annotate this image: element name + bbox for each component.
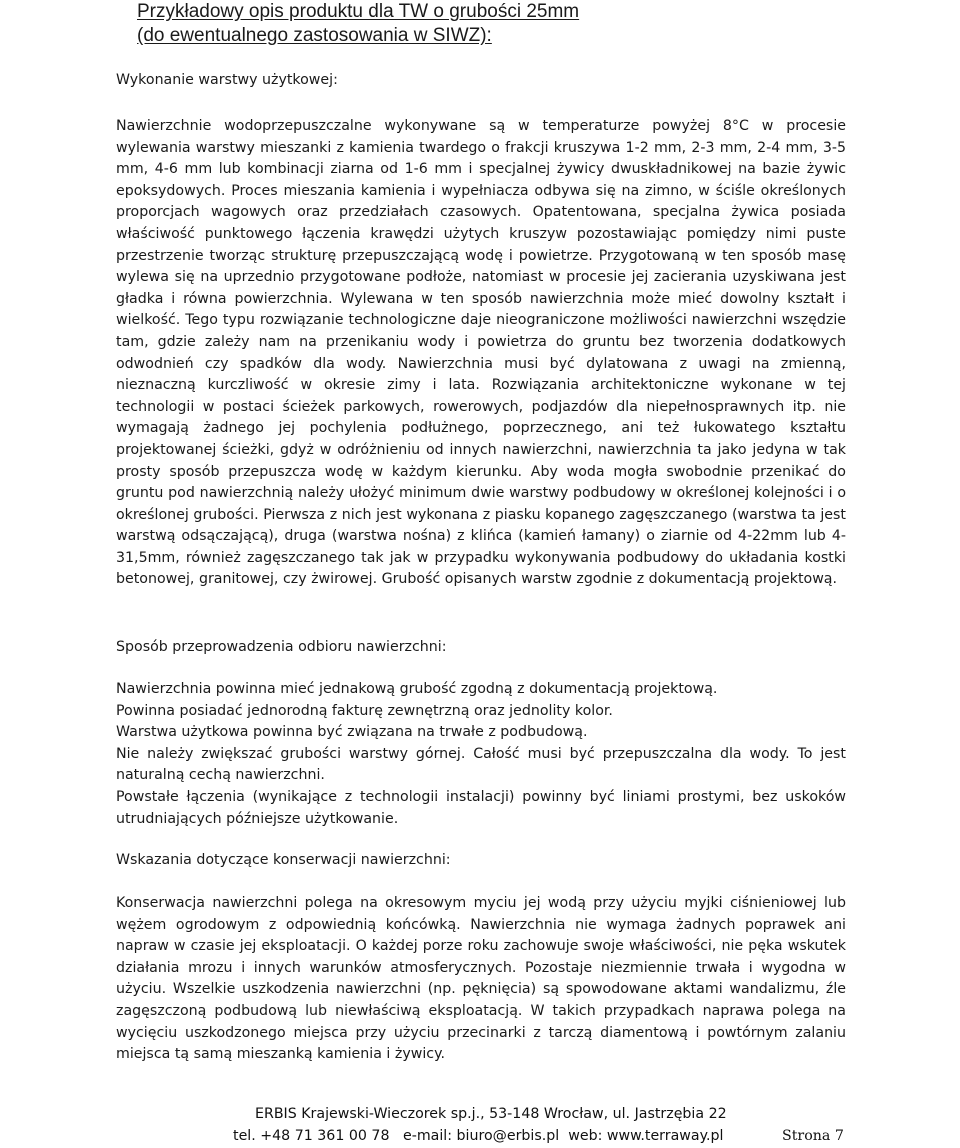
title-line-2: (do ewentualnego zastosowania w SIWZ):	[137, 25, 492, 46]
acceptance-item: Nawierzchnia powinna mieć jednakową grubość zgodną z dokumentacją projektową.	[116, 681, 718, 697]
acceptance-item: Nie należy zwiększać grubości warstwy górnej. Całość musi być przepuszczalna dla wody. To jest naturalną cechą nawierzchni.	[116, 745, 846, 784]
title-line-1: Przykładowy opis produktu dla TW o grubości 25mm	[137, 1, 580, 22]
acceptance-item: Powinna posiadać jednorodną fakturę zewnętrzną oraz jednolity kolor.	[116, 702, 613, 719]
acceptance-list	[116, 679, 846, 830]
maintenance-paragraph: Konserwacja nawierzchni polega na okresowym myciu jej wodą przy użyciu myjki ciśnieniowej lub wężem ogrodowym z odpowiednią końcówką. Nawierzchnia nie wymaga żadnych poprawek ani napraw w czasie jej eksploatacji. O każdej porze roku zachowuje swoje właściwości, nie pęka wskutek działania mrozu i innych warunków atmosferycznych. Pozostaje niezmiennie trwała i wygodna w użyciu. Wszelkie uszkodzenia nawierzchni (np. pęknięcia) są spowodowane aktami wandalizmu, źle zagęszczoną podbudową lub niewłaściwą eksploatacją. W takich przypadkach naprawa polega na wycięciu uszkodzonego miejsca przy użyciu przecinarki z tarczą diamentową i powtórnym zalaniu miejsca tą samą mieszanką kamienia i żywicy.	[116, 895, 846, 1063]
acceptance-item: Powstałe łączenia (wynikające z technologii instalacji) powinny być liniami prostymi, bez uskoków utrudniających późniejsze użytkowanie.	[116, 788, 846, 827]
page-number: Strona 7	[782, 1128, 844, 1144]
footer-contact-text: tel. +48 71 361 00 78 e-mail: biuro@erbis.pl web: www.terraway.pl	[233, 1128, 724, 1144]
section-heading-maintenance: Wskazania dotyczące konserwacji nawierzchni:	[116, 852, 451, 868]
footer-company: ERBIS Krajewski-Wieczorek sp.j., 53-148 Wrocław, ul. Jastrzębia 22	[255, 1106, 727, 1122]
document-title	[137, 0, 579, 48]
execution-paragraph: Nawierzchnie wodoprzepuszczalne wykonywane są w temperaturze powyżej 8°C w procesie wylewania warstwy mieszanki z kamienia twardego o frakcji kruszywa 1-2 mm, 2-3 mm, 2-4 mm, 3-5 mm, 4-6 mm lub kombinacji ziarna od 1-6 mm i specjalnej żywicy dwuskładnikowej na bazie żywic epoksydowych. Proces mieszania kamienia i wypełniacza odbywa się na zimno, w ściśle określonych proporcjach wagowych oraz przedziałach czasowych. Opatentowana, specjalna żywica posiada właściwość punktowego łączenia krawędzi użytych kruszyw pozostawiając pomiędzy nimi puste przestrzenie tworząc strukturę przepuszczającą wodę i powietrze. Przygotowaną w ten sposób masę wylewa się na uprzednio przygotowane podłoże, natomiast w procesie jej zacierania uzyskiwana jest gładka i równa powierzchnia. Wylewana w ten sposób nawierzchnia może mieć dowolny kształt i wielkość. Tego typu rozwiązanie technologiczne daje nieograniczone możliwości nawierzchni wszędzie tam, gdzie zależy nam na przenikaniu wody i powietrza do gruntu bez tworzenia dodatkowych odwodnień czy spadków dla wody. Nawierzchnia musi być dylatowana z uwagi na zmienną, nieznaczną kurczliwość w okresie zimy i lata. Rozwiązania architektoniczne wykonane w tej technologii w postaci ścieżek parkowych, rowerowych, podjazdów dla niepełnosprawnych itp. nie wymagają żadnego jej pochylenia podłużnego, poprzecznego, ani też łukowatego kształtu projektowanej ścieżki, gdyż w odróżnieniu od innych nawierzchni, nawierzchnia ta jako jedyna w tak prosty sposób przepuszcza wodę w każdym kierunku. Aby woda mogła swobodnie przenikać do gruntu pod nawierzchnią należy ułożyć minimum dwie warstwy podbudowy w określonej kolejności i o określonej grubości. Pierwsza z nich jest wykonana z piasku kopanego zagęszczanego (warstwa ta jest warstwą odsączającą), druga (warstwa nośna) z klińca (kamień łamany) o ziarnie od 4-22mm lub 4-31,5mm, również zagęszczanego tak jak w przypadku wykonywania podbudowy do układania kostki betonowej, granitowej, czy żwirowej. Grubość opisanych warstw zgodnie z dokumentacją projektową.	[116, 118, 846, 588]
section-heading-acceptance: Sposób przeprowadzenia odbioru nawierzchni:	[116, 639, 447, 655]
footer-contact	[233, 1126, 723, 1148]
section-heading-execution: Wykonanie warstwy użytkowej:	[116, 72, 338, 88]
acceptance-item: Warstwa użytkowa powinna być związana na trwałe z podbudową.	[116, 724, 588, 741]
